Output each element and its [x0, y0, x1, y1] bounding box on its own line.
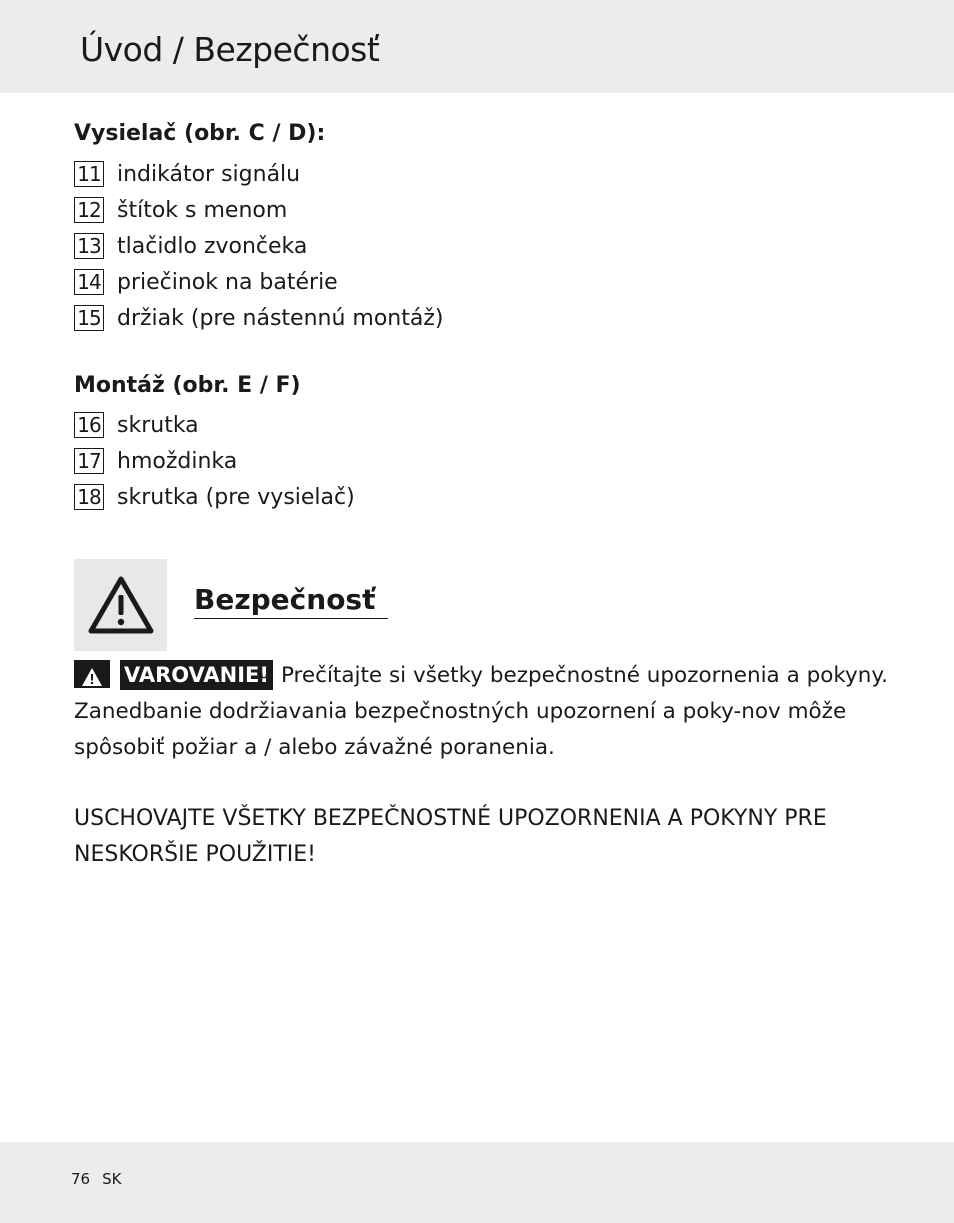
page-number: 76 — [71, 1170, 91, 1188]
list-item — [74, 407, 355, 443]
part-number: 16 — [74, 412, 104, 438]
part-number: 11 — [74, 161, 104, 187]
part-label: priečinok na batérie — [117, 269, 338, 295]
part-number: 14 — [74, 269, 104, 295]
part-number: 18 — [74, 484, 104, 510]
mounting-heading: Montáž (obr. E / F) — [74, 373, 301, 398]
warning-triangle-icon-svg — [86, 574, 156, 636]
transmitter-parts-list — [74, 156, 443, 336]
list-item — [74, 192, 443, 228]
page-title: Úvod / Bezpečnosť — [80, 30, 380, 69]
part-label: tlačidlo zvončeka — [117, 233, 308, 259]
list-item — [74, 443, 355, 479]
part-label: štítok s menom — [117, 197, 288, 223]
part-number: 13 — [74, 233, 104, 259]
part-number: 17 — [74, 448, 104, 474]
keep-instructions-notice: USCHOVAJTE VŠETKY BEZPEČNOSTNÉ UPOZORNENIA A POKYNY PRE NESKORŠIE POUŽITIE! — [74, 806, 827, 867]
part-label: držiak (pre nástennú montáž) — [117, 305, 444, 331]
warning-mini-icon — [74, 660, 110, 688]
list-item — [74, 228, 443, 264]
part-label: indikátor signálu — [117, 161, 301, 187]
warning-label: VAROVANIE! — [120, 660, 273, 690]
part-number: 12 — [74, 197, 104, 223]
mounting-parts-list — [74, 407, 355, 515]
warning-text: Prečítajte si všetky bezpečnostné upozornenia a pokyny. Zanedbanie dodržiavania bezpečnostných upozornení a poky-nov môže spôsobiť požiar a / alebo závažné poranenia. — [74, 663, 888, 760]
header-bar — [0, 0, 954, 93]
warning-paragraph — [74, 658, 894, 766]
part-number: 15 — [74, 305, 104, 331]
language-code: SK — [102, 1170, 122, 1188]
part-label: hmoždinka — [117, 448, 238, 474]
list-item — [74, 156, 443, 192]
list-item — [74, 300, 443, 336]
list-item — [74, 479, 355, 515]
footer-bar — [0, 1142, 954, 1223]
warning-triangle-icon — [74, 559, 167, 651]
list-item — [74, 264, 443, 300]
footer — [71, 1170, 121, 1188]
safety-heading: Bezpečnosť — [194, 583, 388, 619]
transmitter-heading: Vysielač (obr. C / D): — [74, 121, 326, 146]
part-label: skrutka (pre vysielač) — [117, 484, 355, 510]
part-label: skrutka — [117, 412, 199, 438]
